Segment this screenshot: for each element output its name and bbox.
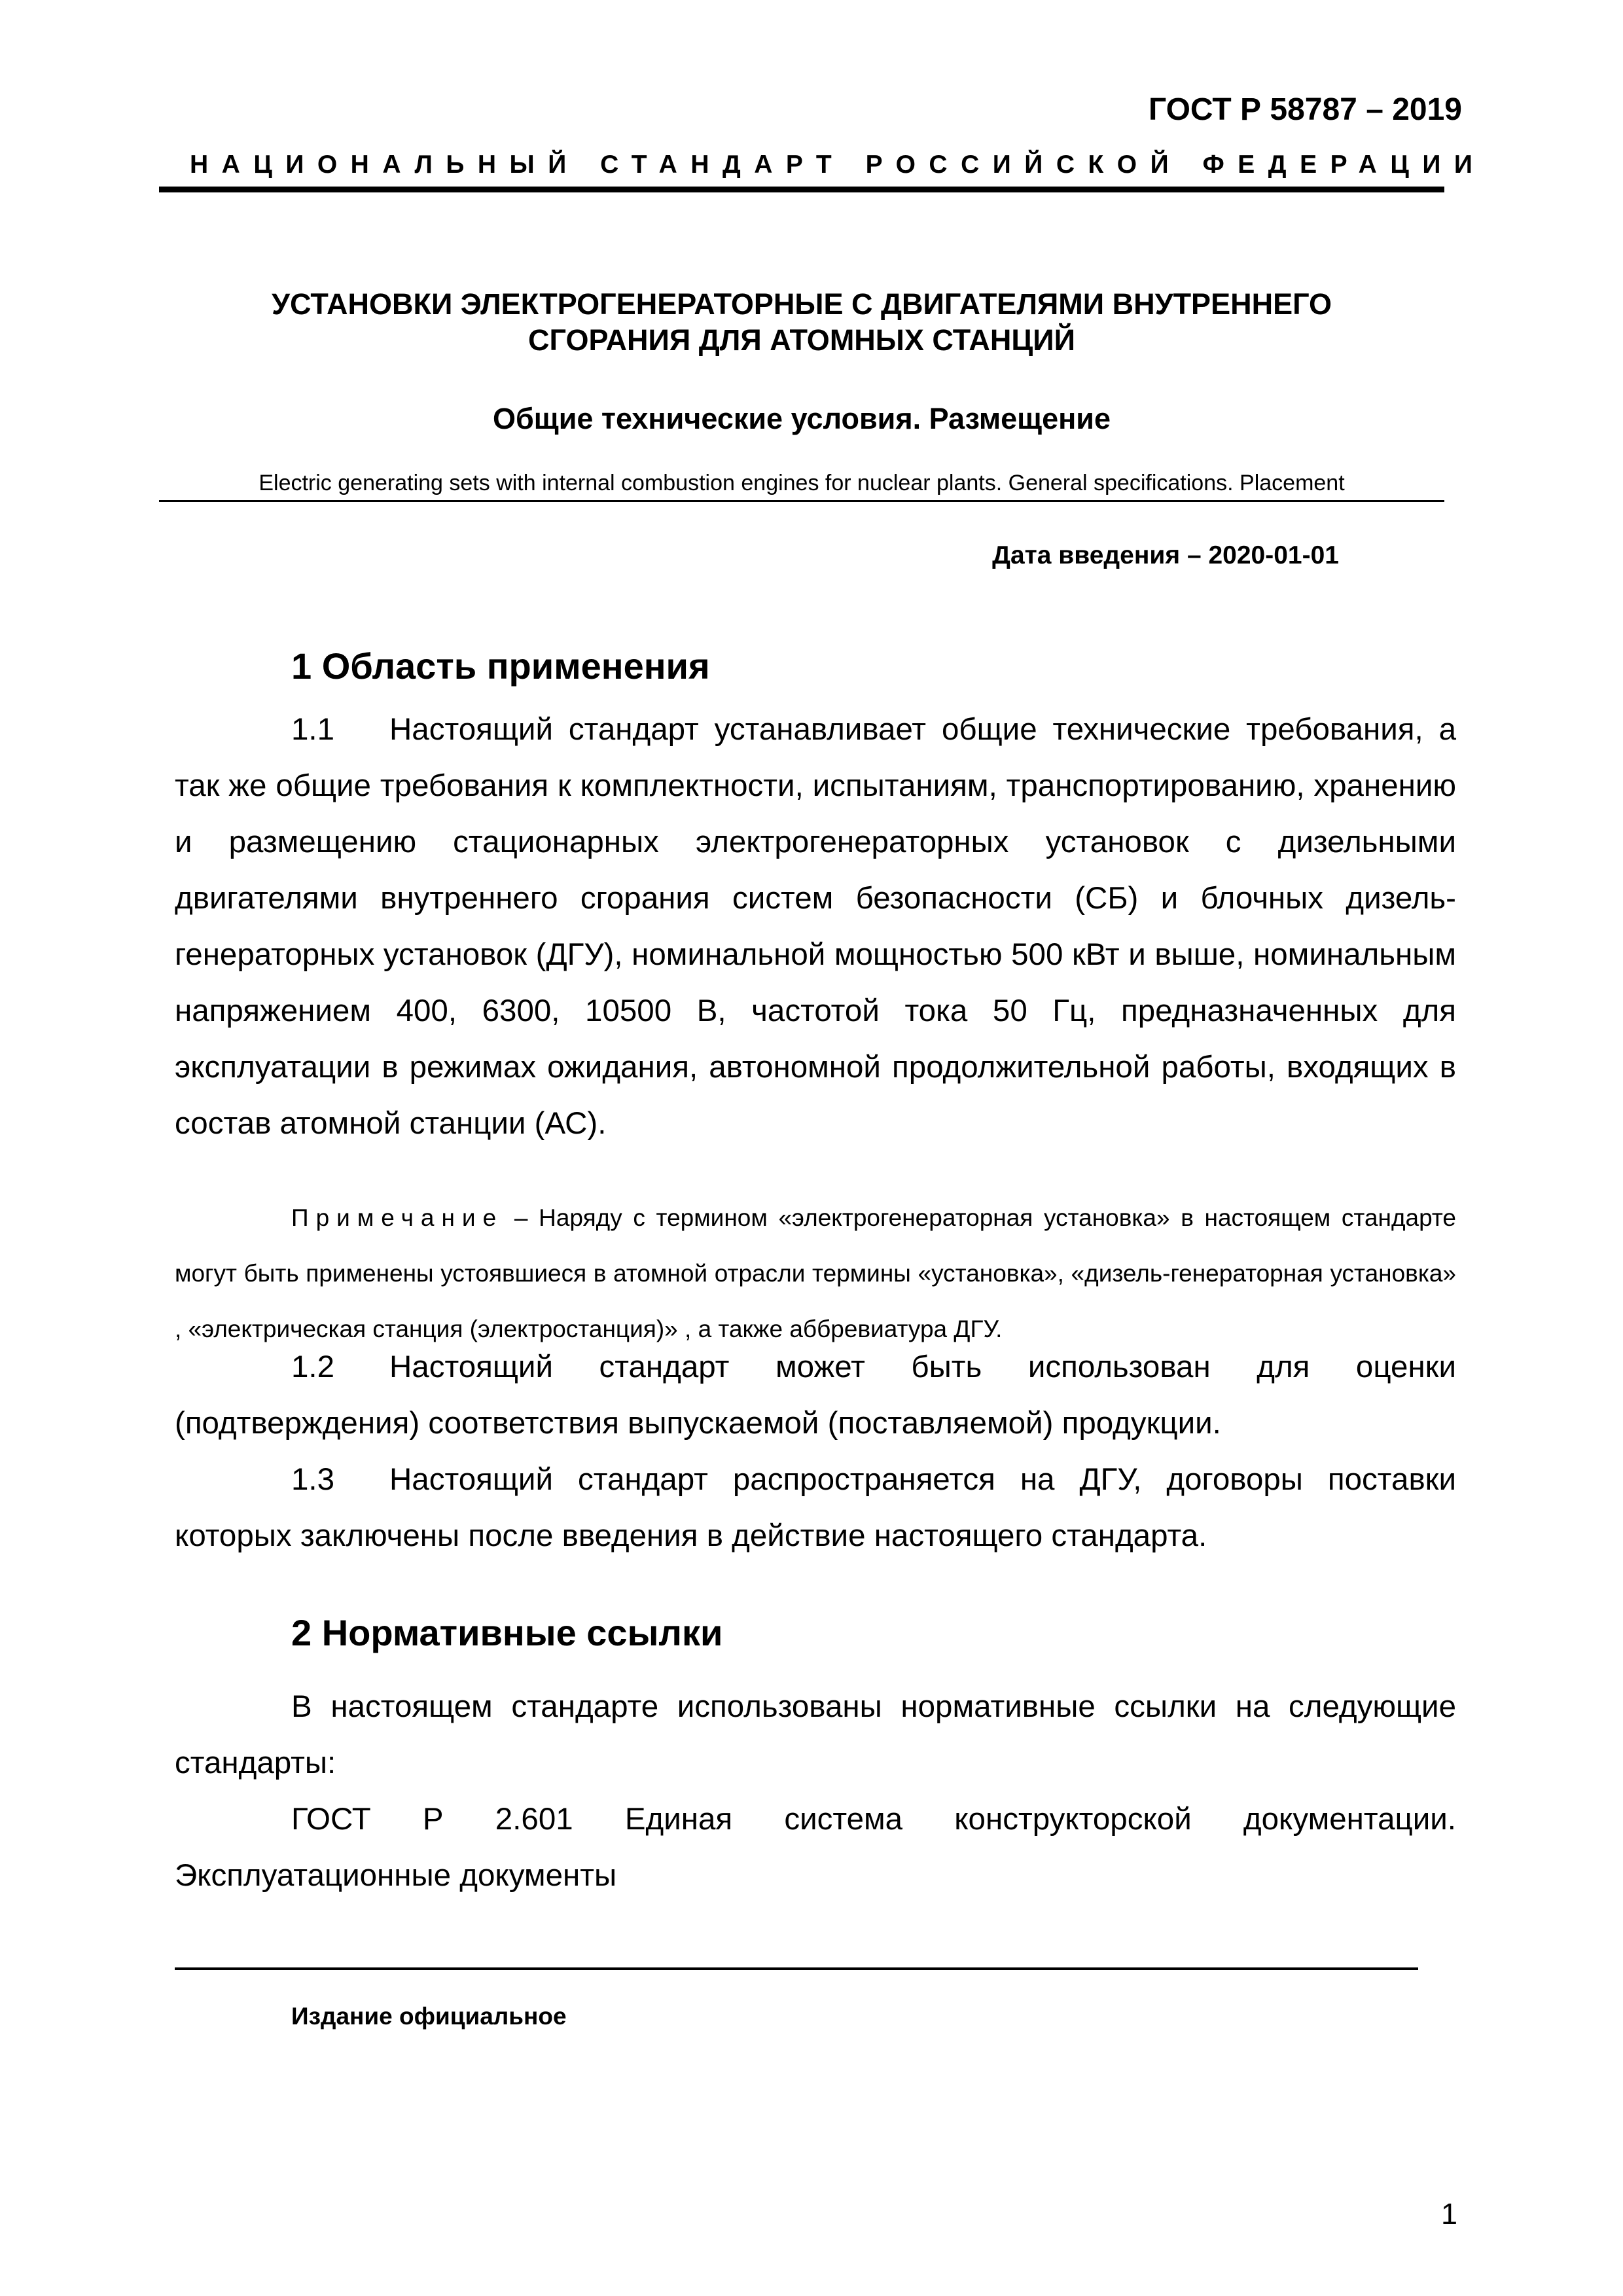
- title-line-2: СГОРАНИЯ ДЛЯ АТОМНЫХ СТАНЦИЙ: [528, 323, 1075, 357]
- paragraph-text: Настоящий стандарт может быть использован для оценки (подтверждения) соответствия выпускаемой (поставляемой) продукции.: [175, 1350, 1456, 1441]
- document-title: [159, 286, 1444, 358]
- title-line-1: УСТАНОВКИ ЭЛЕКТРОГЕНЕРАТОРНЫЕ С ДВИГАТЕЛЯМИ ВНУТРЕННЕГО: [271, 287, 1332, 321]
- official-edition-label: Издание официальное: [291, 2003, 567, 2030]
- page-number: 1: [1440, 2197, 1457, 2231]
- footer-divider: [175, 1967, 1418, 1970]
- paragraph-number: 1.3: [291, 1462, 335, 1497]
- note: [175, 1190, 1456, 1357]
- paragraph-1-2: [175, 1339, 1456, 1452]
- section-2-heading: 2 Нормативные ссылки: [291, 1612, 723, 1653]
- paragraph-text: Настоящий стандарт распространяется на ДГУ, договоры поставки которых заключены после введения в действие настоящего стандарта.: [175, 1462, 1456, 1553]
- title-divider: [159, 500, 1444, 502]
- header-divider: [159, 187, 1444, 192]
- paragraph-number: 1.2: [291, 1350, 335, 1384]
- paragraph-2-intro: В настоящем стандарте использованы нормативные ссылки на следующие стандарты:: [175, 1689, 1456, 1780]
- paragraph-1-3: [175, 1452, 1456, 1564]
- paragraph-2-reference: ГОСТ Р 2.601 Единая система конструкторской документации. Эксплуатационные документы: [175, 1802, 1456, 1893]
- note-text: – Наряду с термином «электрогенераторная установка» в настоящем стандарте могут быть применены устоявшиеся в атомной отрасли термины «установка», «дизель-генераторная установка» , «электрическая станция (электростанция)» , а также аббревиатура ДГУ.: [175, 1204, 1456, 1342]
- national-standard-banner: НАЦИОНАЛЬНЫЙ СТАНДАРТ РОССИЙСКОЙ ФЕДЕРАЦИИ: [190, 151, 1486, 179]
- paragraph-number: 1.1: [291, 712, 335, 747]
- english-title: Electric generating sets with internal combustion engines for nuclear plants. General specifications. Placement: [259, 471, 1345, 495]
- note-label: Примечание: [291, 1204, 504, 1231]
- document-subtitle: Общие технические условия. Размещение: [492, 402, 1111, 435]
- section-1-heading: 1 Область применения: [291, 645, 710, 687]
- paragraph-text: Настоящий стандарт устанавливает общие технические требования, а так же общие требования к комплектности, испытаниям, транспортированию, хранению и размещению стационарных электрогенераторных установок с дизельными двигателями внутреннего сгорания систем безопасности (СБ) и блочных дизель-генераторных установок (ДГУ), номинальной мощностью 500 кВт и выше, номинальным напряжением 400, 6300, 10500 В, частотой тока 50 Гц, предназначенных для эксплуатации в режимах ожидания, автономной продолжительной работы, входящих в состав атомной станции (АС).: [175, 712, 1456, 1141]
- document-code: ГОСТ Р 58787 – 2019: [1148, 92, 1462, 127]
- introduction-date: Дата введения – 2020-01-01: [992, 541, 1339, 569]
- paragraph-1-1: [175, 702, 1456, 1152]
